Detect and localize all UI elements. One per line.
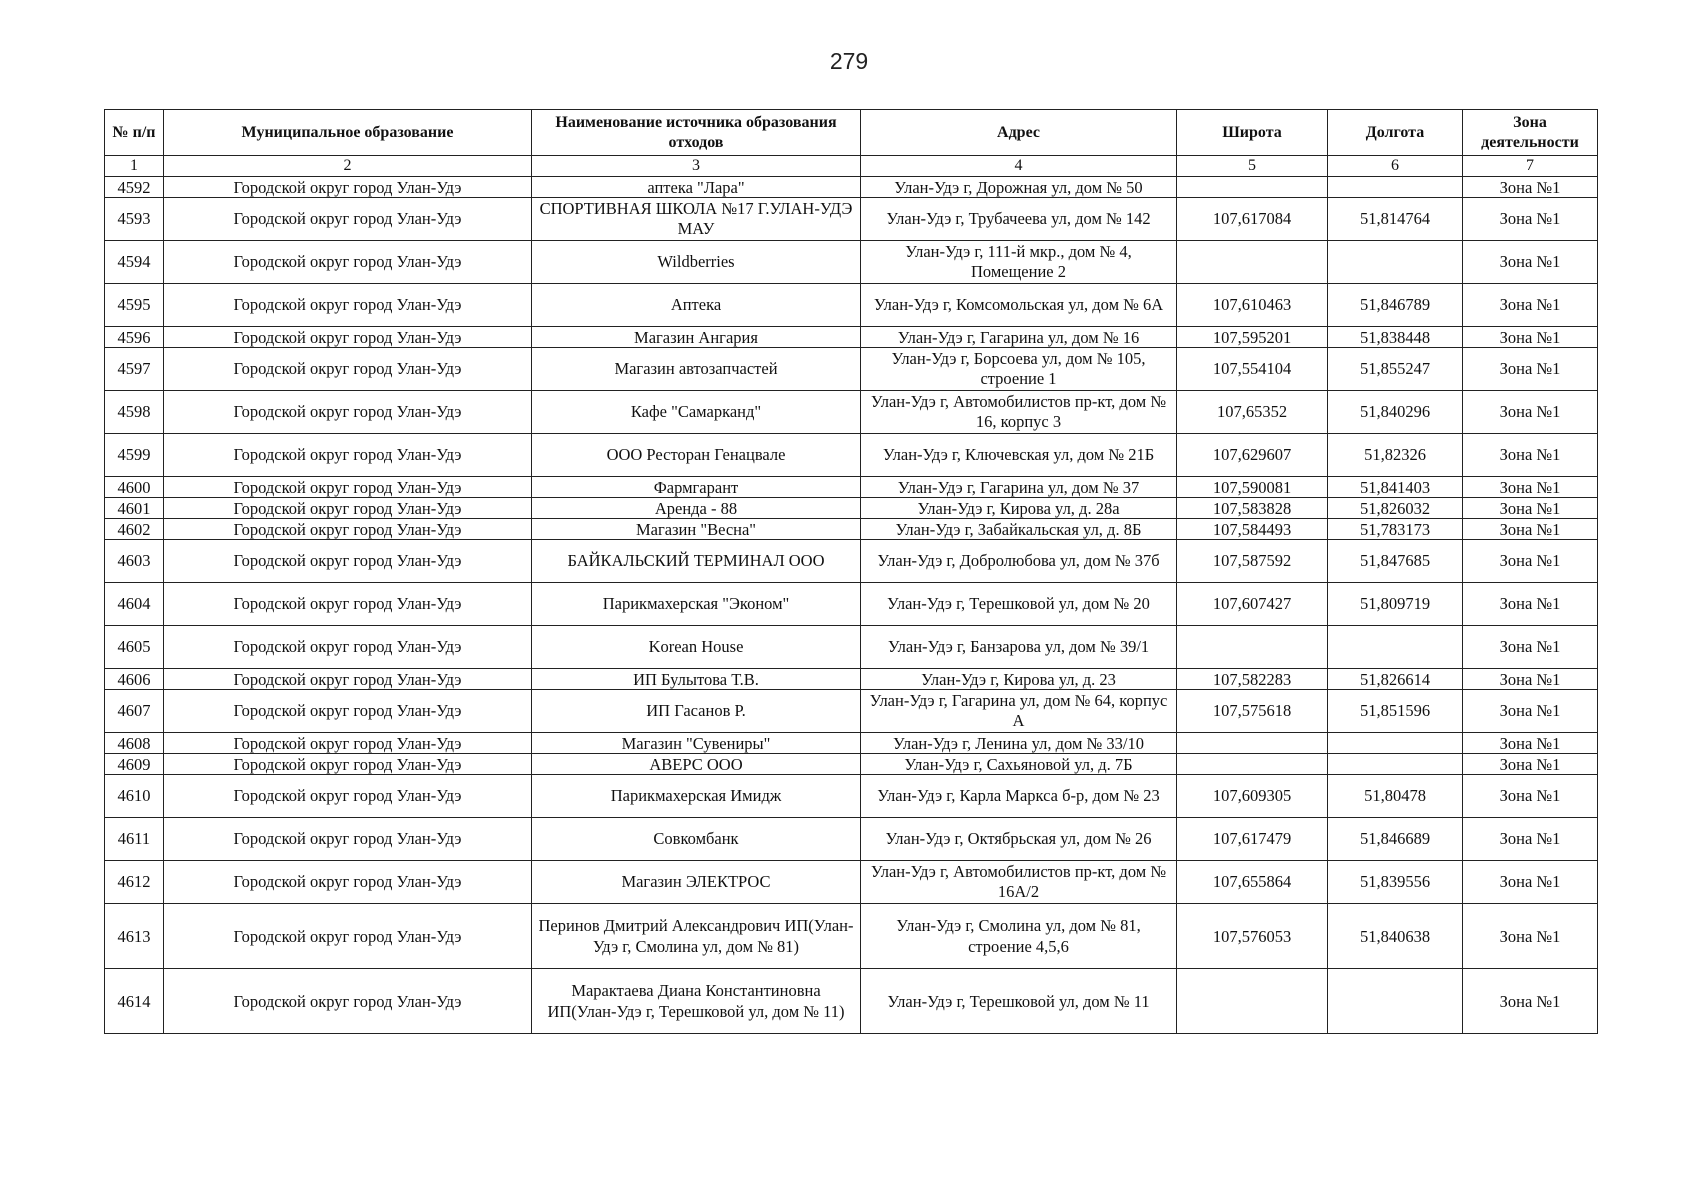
municipality-cell: Городской округ город Улан-Удэ xyxy=(164,198,532,241)
column-header-latitude: Широта xyxy=(1177,110,1328,156)
column-number-row xyxy=(105,156,1598,177)
address-cell: Улан-Удэ г, Комсомольская ул, дом № 6А xyxy=(861,284,1177,327)
zone-cell: Зона №1 xyxy=(1463,519,1598,540)
longitude-cell xyxy=(1328,626,1463,669)
municipality-cell: Городской округ город Улан-Удэ xyxy=(164,327,532,348)
zone-cell: Зона №1 xyxy=(1463,498,1598,519)
column-header-source-name: Наименование источника образования отходов xyxy=(532,110,861,156)
source-name-cell: БАЙКАЛЬСКИЙ ТЕРМИНАЛ ООО xyxy=(532,540,861,583)
municipality-cell: Городской округ город Улан-Удэ xyxy=(164,626,532,669)
source-name-cell: Совкомбанк xyxy=(532,818,861,861)
municipality-cell: Городской округ город Улан-Удэ xyxy=(164,434,532,477)
longitude-cell xyxy=(1328,754,1463,775)
table-row xyxy=(105,519,1598,540)
table-row xyxy=(105,904,1598,969)
zone-cell: Зона №1 xyxy=(1463,198,1598,241)
latitude-cell: 107,576053 xyxy=(1177,904,1328,969)
municipality-cell: Городской округ город Улан-Удэ xyxy=(164,754,532,775)
column-header-zone: Зона деятельности xyxy=(1463,110,1598,156)
address-cell: Улан-Удэ г, Гагарина ул, дом № 37 xyxy=(861,477,1177,498)
address-cell: Улан-Удэ г, Трубачеева ул, дом № 142 xyxy=(861,198,1177,241)
row-number-cell: 4613 xyxy=(105,904,164,969)
column-header-number: № п/п xyxy=(105,110,164,156)
row-number-cell: 4614 xyxy=(105,969,164,1034)
column-number: 1 xyxy=(105,156,164,177)
source-name-cell: Korean House xyxy=(532,626,861,669)
longitude-cell: 51,80478 xyxy=(1328,775,1463,818)
source-name-cell: Кафе "Самарканд" xyxy=(532,391,861,434)
row-number-cell: 4594 xyxy=(105,241,164,284)
header-row xyxy=(105,110,1598,156)
longitude-cell xyxy=(1328,969,1463,1034)
latitude-cell: 107,554104 xyxy=(1177,348,1328,391)
address-cell: Улан-Удэ г, Дорожная ул, дом № 50 xyxy=(861,177,1177,198)
table-row xyxy=(105,434,1598,477)
row-number-cell: 4612 xyxy=(105,861,164,904)
latitude-cell xyxy=(1177,733,1328,754)
source-name-cell: Фармгарант xyxy=(532,477,861,498)
latitude-cell: 107,617084 xyxy=(1177,198,1328,241)
latitude-cell: 107,575618 xyxy=(1177,690,1328,733)
zone-cell: Зона №1 xyxy=(1463,733,1598,754)
table-row xyxy=(105,583,1598,626)
address-cell: Улан-Удэ г, Гагарина ул, дом № 16 xyxy=(861,327,1177,348)
table-row xyxy=(105,626,1598,669)
municipality-cell: Городской округ город Улан-Удэ xyxy=(164,583,532,626)
column-number: 2 xyxy=(164,156,532,177)
latitude-cell: 107,655864 xyxy=(1177,861,1328,904)
source-name-cell: Wildberries xyxy=(532,241,861,284)
municipality-cell: Городской округ город Улан-Удэ xyxy=(164,477,532,498)
zone-cell: Зона №1 xyxy=(1463,477,1598,498)
longitude-cell: 51,839556 xyxy=(1328,861,1463,904)
table-row xyxy=(105,669,1598,690)
table-row xyxy=(105,498,1598,519)
longitude-cell: 51,851596 xyxy=(1328,690,1463,733)
latitude-cell: 107,629607 xyxy=(1177,434,1328,477)
address-cell: Улан-Удэ г, Гагарина ул, дом № 64, корпус А xyxy=(861,690,1177,733)
row-number-cell: 4597 xyxy=(105,348,164,391)
zone-cell: Зона №1 xyxy=(1463,327,1598,348)
latitude-cell: 107,583828 xyxy=(1177,498,1328,519)
zone-cell: Зона №1 xyxy=(1463,241,1598,284)
longitude-cell: 51,82326 xyxy=(1328,434,1463,477)
source-name-cell: Аренда - 88 xyxy=(532,498,861,519)
source-name-cell: Парикмахерская Имидж xyxy=(532,775,861,818)
zone-cell: Зона №1 xyxy=(1463,434,1598,477)
longitude-cell: 51,841403 xyxy=(1328,477,1463,498)
address-cell: Улан-Удэ г, Банзарова ул, дом № 39/1 xyxy=(861,626,1177,669)
latitude-cell: 107,607427 xyxy=(1177,583,1328,626)
table-row xyxy=(105,241,1598,284)
column-number: 4 xyxy=(861,156,1177,177)
row-number-cell: 4609 xyxy=(105,754,164,775)
table-row xyxy=(105,540,1598,583)
source-name-cell: СПОРТИВНАЯ ШКОЛА №17 Г.УЛАН-УДЭ МАУ xyxy=(532,198,861,241)
zone-cell: Зона №1 xyxy=(1463,861,1598,904)
municipality-cell: Городской округ город Улан-Удэ xyxy=(164,818,532,861)
latitude-cell: 107,610463 xyxy=(1177,284,1328,327)
row-number-cell: 4593 xyxy=(105,198,164,241)
address-cell: Улан-Удэ г, Терешковой ул, дом № 20 xyxy=(861,583,1177,626)
municipality-cell: Городской округ город Улан-Удэ xyxy=(164,904,532,969)
zone-cell: Зона №1 xyxy=(1463,904,1598,969)
zone-cell: Зона №1 xyxy=(1463,669,1598,690)
source-name-cell: Магазин ЭЛЕКТРОС xyxy=(532,861,861,904)
longitude-cell: 51,840296 xyxy=(1328,391,1463,434)
row-number-cell: 4595 xyxy=(105,284,164,327)
longitude-cell: 51,783173 xyxy=(1328,519,1463,540)
zone-cell: Зона №1 xyxy=(1463,818,1598,861)
table-row xyxy=(105,775,1598,818)
row-number-cell: 4599 xyxy=(105,434,164,477)
source-name-cell: Магазин Ангария xyxy=(532,327,861,348)
zone-cell: Зона №1 xyxy=(1463,754,1598,775)
latitude-cell xyxy=(1177,626,1328,669)
source-name-cell: Перинов Дмитрий Александрович ИП(Улан-Удэ г, Смолина ул, дом № 81) xyxy=(532,904,861,969)
source-name-cell: АВЕРС ООО xyxy=(532,754,861,775)
municipality-cell: Городской округ город Улан-Удэ xyxy=(164,690,532,733)
row-number-cell: 4596 xyxy=(105,327,164,348)
zone-cell: Зона №1 xyxy=(1463,348,1598,391)
municipality-cell: Городской округ город Улан-Удэ xyxy=(164,969,532,1034)
latitude-cell: 107,582283 xyxy=(1177,669,1328,690)
table-row xyxy=(105,177,1598,198)
source-name-cell: ИП Булытова Т.В. xyxy=(532,669,861,690)
longitude-cell: 51,826614 xyxy=(1328,669,1463,690)
source-name-cell: Магазин "Сувениры" xyxy=(532,733,861,754)
source-name-cell: ИП Гасанов Р. xyxy=(532,690,861,733)
municipality-cell: Городской округ город Улан-Удэ xyxy=(164,177,532,198)
source-name-cell: Аптека xyxy=(532,284,861,327)
table-row xyxy=(105,969,1598,1034)
municipality-cell: Городской округ город Улан-Удэ xyxy=(164,519,532,540)
longitude-cell xyxy=(1328,241,1463,284)
longitude-cell: 51,814764 xyxy=(1328,198,1463,241)
address-cell: Улан-Удэ г, Терешковой ул, дом № 11 xyxy=(861,969,1177,1034)
source-name-cell: Магазин "Весна" xyxy=(532,519,861,540)
address-cell: Улан-Удэ г, Октябрьская ул, дом № 26 xyxy=(861,818,1177,861)
row-number-cell: 4592 xyxy=(105,177,164,198)
address-cell: Улан-Удэ г, Ключевская ул, дом № 21Б xyxy=(861,434,1177,477)
latitude-cell: 107,584493 xyxy=(1177,519,1328,540)
latitude-cell xyxy=(1177,241,1328,284)
source-name-cell: ООО Ресторан Генацвале xyxy=(532,434,861,477)
row-number-cell: 4598 xyxy=(105,391,164,434)
source-name-cell: аптека "Лара" xyxy=(532,177,861,198)
latitude-cell: 107,609305 xyxy=(1177,775,1328,818)
municipality-cell: Городской округ город Улан-Удэ xyxy=(164,498,532,519)
column-number: 5 xyxy=(1177,156,1328,177)
column-number: 3 xyxy=(532,156,861,177)
address-cell: Улан-Удэ г, Сахьяновой ул, д. 7Б xyxy=(861,754,1177,775)
row-number-cell: 4610 xyxy=(105,775,164,818)
address-cell: Улан-Удэ г, Карла Маркса б-р, дом № 23 xyxy=(861,775,1177,818)
address-cell: Улан-Удэ г, Ленина ул, дом № 33/10 xyxy=(861,733,1177,754)
row-number-cell: 4607 xyxy=(105,690,164,733)
row-number-cell: 4605 xyxy=(105,626,164,669)
table-row xyxy=(105,754,1598,775)
longitude-cell: 51,855247 xyxy=(1328,348,1463,391)
table-row xyxy=(105,690,1598,733)
longitude-cell: 51,840638 xyxy=(1328,904,1463,969)
table-row xyxy=(105,861,1598,904)
longitude-cell: 51,826032 xyxy=(1328,498,1463,519)
zone-cell: Зона №1 xyxy=(1463,177,1598,198)
zone-cell: Зона №1 xyxy=(1463,626,1598,669)
address-cell: Улан-Удэ г, Борсоева ул, дом № 105, строение 1 xyxy=(861,348,1177,391)
address-cell: Улан-Удэ г, Автомобилистов пр-кт, дом № 16, корпус 3 xyxy=(861,391,1177,434)
table-body xyxy=(105,177,1598,1034)
municipality-cell: Городской округ город Улан-Удэ xyxy=(164,775,532,818)
zone-cell: Зона №1 xyxy=(1463,775,1598,818)
zone-cell: Зона №1 xyxy=(1463,391,1598,434)
waste-sources-table xyxy=(104,109,1598,1034)
latitude-cell xyxy=(1177,177,1328,198)
latitude-cell: 107,595201 xyxy=(1177,327,1328,348)
latitude-cell xyxy=(1177,969,1328,1034)
row-number-cell: 4611 xyxy=(105,818,164,861)
table-row xyxy=(105,348,1598,391)
row-number-cell: 4606 xyxy=(105,669,164,690)
page-number: 279 xyxy=(829,48,869,74)
address-cell: Улан-Удэ г, 111-й мкр., дом № 4, Помещение 2 xyxy=(861,241,1177,284)
address-cell: Улан-Удэ г, Автомобилистов пр-кт, дом № 16А/2 xyxy=(861,861,1177,904)
row-number-cell: 4603 xyxy=(105,540,164,583)
row-number-cell: 4600 xyxy=(105,477,164,498)
longitude-cell: 51,809719 xyxy=(1328,583,1463,626)
row-number-cell: 4601 xyxy=(105,498,164,519)
address-cell: Улан-Удэ г, Кирова ул, д. 28а xyxy=(861,498,1177,519)
longitude-cell: 51,846689 xyxy=(1328,818,1463,861)
column-header-address: Адрес xyxy=(861,110,1177,156)
zone-cell: Зона №1 xyxy=(1463,969,1598,1034)
municipality-cell: Городской округ город Улан-Удэ xyxy=(164,241,532,284)
address-cell: Улан-Удэ г, Кирова ул, д. 23 xyxy=(861,669,1177,690)
row-number-cell: 4604 xyxy=(105,583,164,626)
municipality-cell: Городской округ город Улан-Удэ xyxy=(164,284,532,327)
table-row xyxy=(105,733,1598,754)
source-name-cell: Магазин автозапчастей xyxy=(532,348,861,391)
table-row xyxy=(105,818,1598,861)
latitude-cell: 107,587592 xyxy=(1177,540,1328,583)
source-name-cell: Марактаева Диана Константиновна ИП(Улан-Удэ г, Терешковой ул, дом № 11) xyxy=(532,969,861,1034)
address-cell: Улан-Удэ г, Добролюбова ул, дом № 37б xyxy=(861,540,1177,583)
table-row xyxy=(105,327,1598,348)
latitude-cell: 107,590081 xyxy=(1177,477,1328,498)
municipality-cell: Городской округ город Улан-Удэ xyxy=(164,733,532,754)
municipality-cell: Городской округ город Улан-Удэ xyxy=(164,861,532,904)
longitude-cell xyxy=(1328,177,1463,198)
column-header-municipality: Муниципальное образование xyxy=(164,110,532,156)
row-number-cell: 4608 xyxy=(105,733,164,754)
column-number: 6 xyxy=(1328,156,1463,177)
latitude-cell: 107,65352 xyxy=(1177,391,1328,434)
zone-cell: Зона №1 xyxy=(1463,284,1598,327)
municipality-cell: Городской округ город Улан-Удэ xyxy=(164,540,532,583)
row-number-cell: 4602 xyxy=(105,519,164,540)
address-cell: Улан-Удэ г, Смолина ул, дом № 81, строение 4,5,6 xyxy=(861,904,1177,969)
zone-cell: Зона №1 xyxy=(1463,583,1598,626)
longitude-cell: 51,846789 xyxy=(1328,284,1463,327)
column-header-longitude: Долгота xyxy=(1328,110,1463,156)
latitude-cell: 107,617479 xyxy=(1177,818,1328,861)
longitude-cell: 51,838448 xyxy=(1328,327,1463,348)
table-row xyxy=(105,391,1598,434)
municipality-cell: Городской округ город Улан-Удэ xyxy=(164,348,532,391)
latitude-cell xyxy=(1177,754,1328,775)
table-row xyxy=(105,284,1598,327)
column-number: 7 xyxy=(1463,156,1598,177)
longitude-cell xyxy=(1328,733,1463,754)
municipality-cell: Городской округ город Улан-Удэ xyxy=(164,669,532,690)
table-row xyxy=(105,198,1598,241)
source-name-cell: Парикмахерская "Эконом" xyxy=(532,583,861,626)
address-cell: Улан-Удэ г, Забайкальская ул, д. 8Б xyxy=(861,519,1177,540)
table-row xyxy=(105,477,1598,498)
zone-cell: Зона №1 xyxy=(1463,540,1598,583)
municipality-cell: Городской округ город Улан-Удэ xyxy=(164,391,532,434)
longitude-cell: 51,847685 xyxy=(1328,540,1463,583)
zone-cell: Зона №1 xyxy=(1463,690,1598,733)
